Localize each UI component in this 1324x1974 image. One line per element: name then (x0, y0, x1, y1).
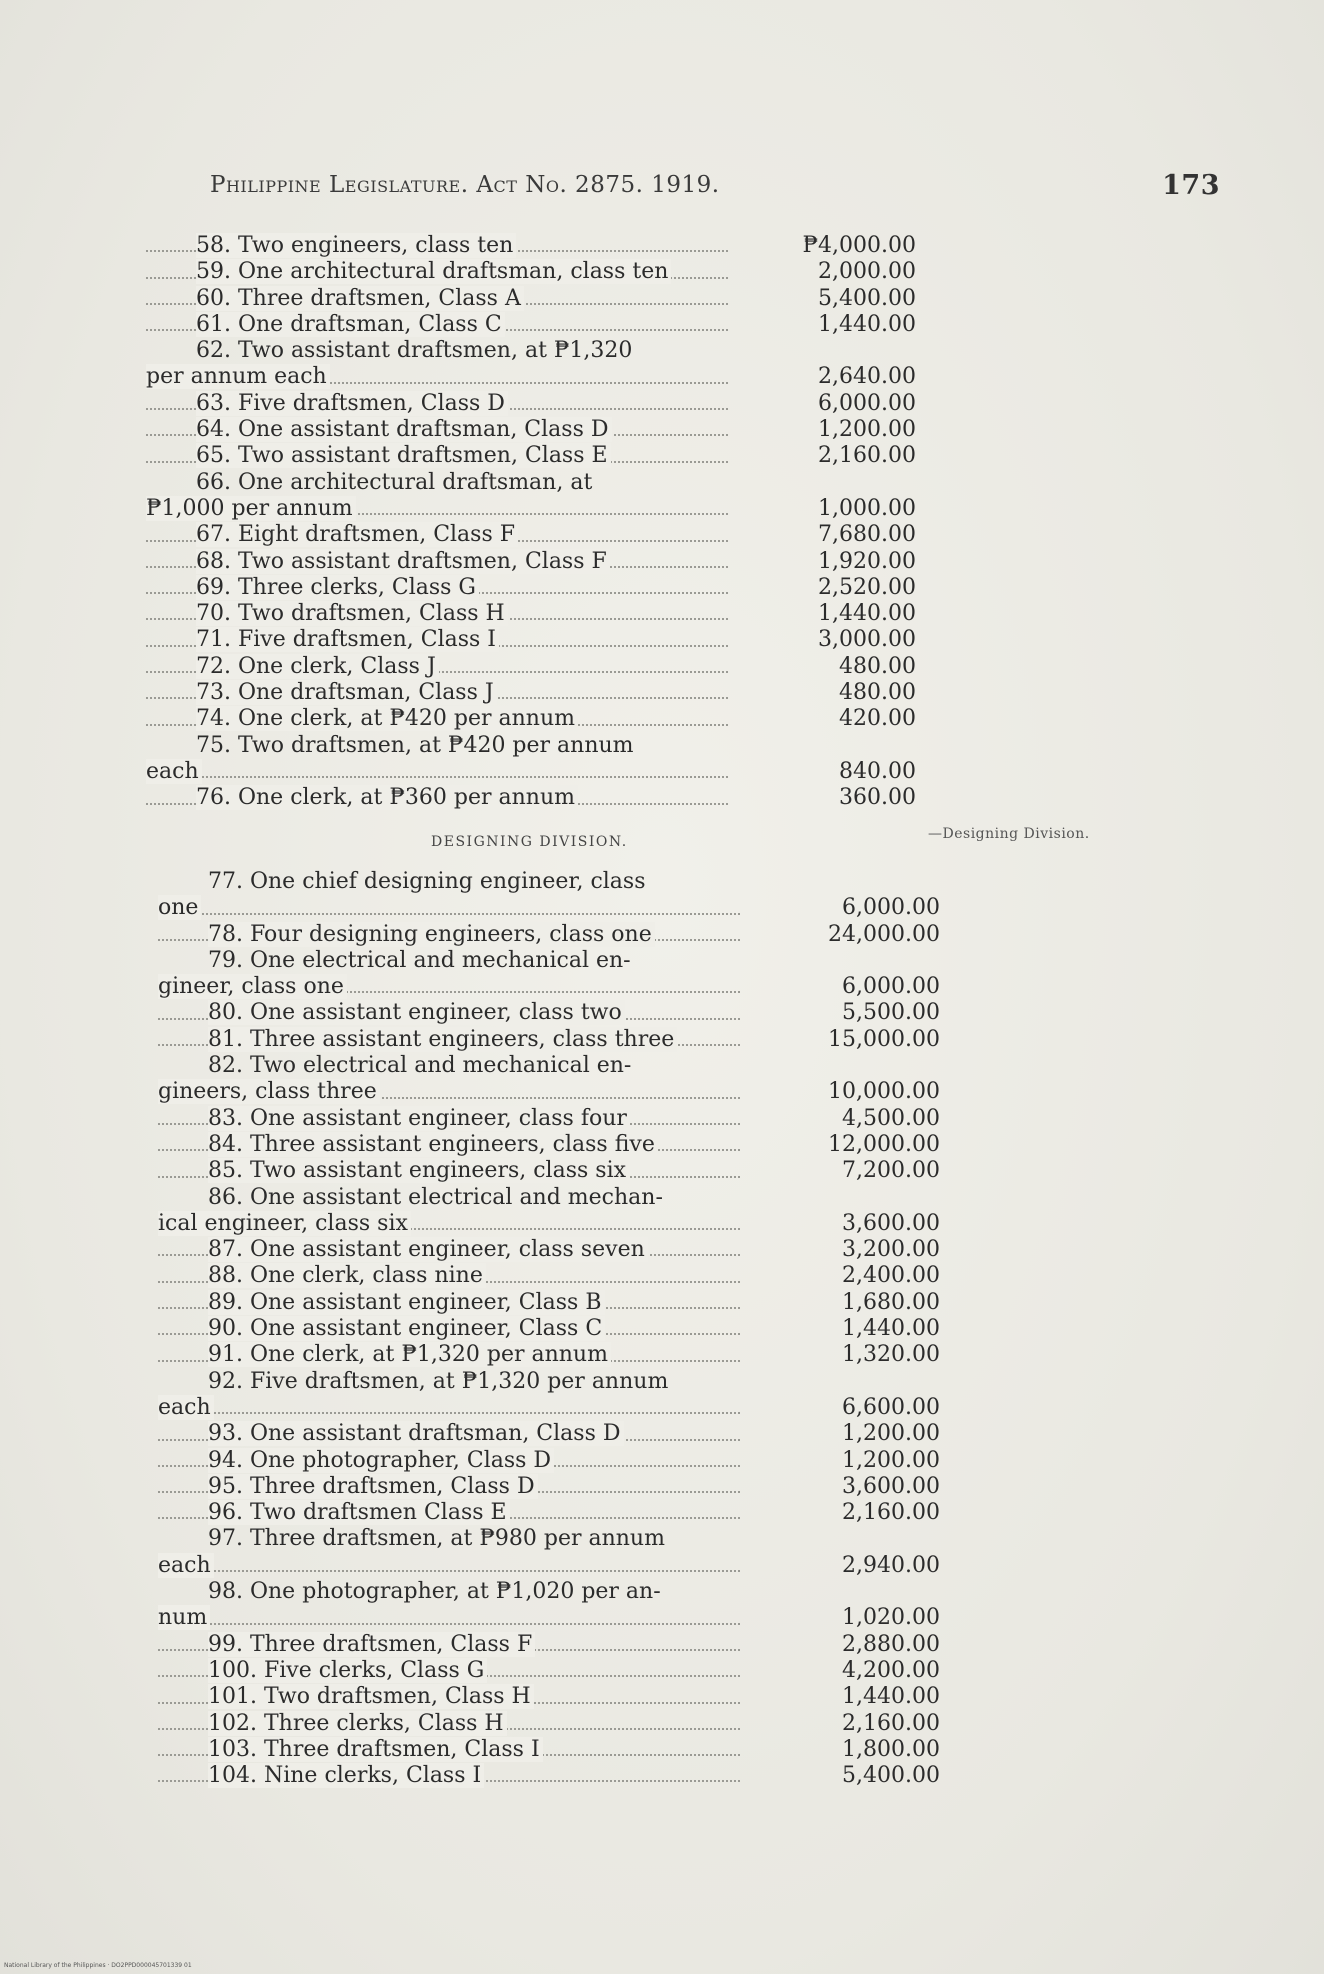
line-item (158, 1369, 940, 1395)
line-item-amount: 6,000.00 (842, 895, 940, 921)
line-item-text: num (158, 1605, 210, 1630)
line-item-description (146, 759, 734, 785)
line-item-text: ical engineer, class six (158, 1211, 411, 1236)
line-item (158, 974, 940, 1000)
line-item-text: 84. Three assistant engineers, class five (208, 1132, 658, 1157)
line-item-text: each (158, 1553, 214, 1578)
line-item-amount: 1,320.00 (842, 1342, 940, 1368)
line-item-text: 80. One assistant engineer, class two (208, 1000, 625, 1025)
line-item (158, 895, 940, 921)
line-item-text: 76. One clerk, at ₱360 per annum (196, 785, 578, 810)
line-item-amount: 3,600.00 (842, 1210, 940, 1236)
marginal-note: —Designing Division. (928, 826, 1090, 842)
line-item (146, 417, 916, 443)
line-item (158, 1079, 940, 1105)
line-item-amount: 5,400.00 (818, 285, 916, 311)
line-item (158, 1316, 940, 1342)
line-item-description (158, 1158, 746, 1184)
line-item-description (158, 1632, 746, 1658)
line-item (158, 1605, 940, 1631)
line-item (146, 680, 916, 706)
line-item-text: 77. One chief designing engineer, class (208, 869, 646, 894)
line-item (158, 1737, 940, 1763)
line-item-text: 100. Five clerks, Class G (208, 1658, 487, 1683)
line-item-text: 78. Four designing engineers, class one (208, 922, 655, 947)
line-item-text: 92. Five draftsmen, at ₱1,320 per annum (208, 1368, 669, 1394)
line-item (158, 1290, 940, 1316)
line-item-amount: 2,160.00 (842, 1500, 940, 1526)
line-item-description (146, 680, 734, 706)
line-item (146, 575, 916, 601)
line-item-amount: 1,020.00 (842, 1605, 940, 1631)
scan-footer: National Library of the Philippines · DO2PPD000045701339 01 (4, 1962, 192, 1969)
line-item-amount: 12,000.00 (828, 1131, 940, 1157)
line-item-description (146, 733, 734, 759)
line-item-text: 96. Two draftsmen Class E (208, 1500, 510, 1525)
line-item (158, 1579, 940, 1605)
line-item (158, 922, 940, 948)
line-item-amount: 1,920.00 (818, 548, 916, 574)
line-item (158, 1185, 940, 1211)
line-item-description (158, 1106, 746, 1132)
line-item-description (158, 1763, 746, 1789)
section-heading: DESIGNING DIVISION. (431, 834, 628, 850)
line-item-description (158, 1448, 746, 1474)
line-item-amount: 1,200.00 (842, 1421, 940, 1447)
line-item-amount: 1,000.00 (818, 495, 916, 521)
line-item-description (158, 1369, 746, 1395)
line-item-text: 69. Three clerks, Class G (196, 575, 479, 600)
line-item-description (158, 1474, 746, 1500)
line-item-text: 89. One assistant engineer, Class B (208, 1290, 605, 1315)
line-item (158, 1211, 940, 1237)
line-item-text: 65. Two assistant draftsmen, Class E (196, 443, 611, 468)
line-item-text: 62. Two assistant draftsmen, at ₱1,320 (196, 338, 633, 364)
line-item (146, 259, 916, 285)
line-item-amount: 420.00 (839, 706, 916, 732)
line-item-description (158, 1526, 746, 1552)
line-item-description (158, 1658, 746, 1684)
line-item-text: each (158, 1395, 214, 1420)
line-item (158, 1237, 940, 1263)
line-item-amount: 1,440.00 (818, 311, 916, 337)
line-item (146, 785, 916, 811)
line-item-amount: 2,160.00 (818, 443, 916, 469)
line-item-text: 93. One assistant draftsman, Class D (208, 1421, 624, 1446)
line-item-description (146, 443, 734, 469)
line-item-amount: 480.00 (839, 680, 916, 706)
line-item-amount: 2,640.00 (818, 364, 916, 390)
line-item (158, 1526, 940, 1552)
line-item-amount: 6,000.00 (818, 390, 916, 416)
line-item-description (158, 948, 746, 974)
line-item-text: one (158, 895, 201, 920)
line-item-description (158, 1395, 746, 1421)
line-item-description (146, 601, 734, 627)
line-item-text: 75. Two draftsmen, at ₱420 per annum (196, 732, 634, 758)
line-item-text: 99. Three draftsmen, Class F (208, 1632, 535, 1657)
line-item-amount: 360.00 (839, 785, 916, 811)
line-item-text: 98. One photographer, at ₱1,020 per an- (208, 1579, 661, 1605)
line-item-amount: 1,440.00 (818, 601, 916, 627)
appropriation-list-bottom (158, 869, 940, 1789)
line-item-description (158, 1027, 746, 1053)
line-item-description (158, 1079, 746, 1105)
line-item (146, 733, 916, 759)
line-item-amount: 5,500.00 (842, 1000, 940, 1026)
line-item (146, 549, 916, 575)
line-item-text: per annum each (146, 364, 330, 389)
line-item-text: 97. Three draftsmen, at ₱980 per annum (208, 1526, 665, 1552)
line-item (158, 1027, 940, 1053)
line-item-description (158, 1737, 746, 1763)
line-item-amount: 2,520.00 (818, 574, 916, 600)
line-item-description (146, 259, 734, 285)
line-item (158, 1395, 940, 1421)
line-item (146, 601, 916, 627)
line-item-text: 64. One assistant draftsman, Class D (196, 417, 612, 442)
line-item-text: 81. Three assistant engineers, class three (208, 1027, 677, 1052)
line-item (146, 338, 916, 364)
line-item-text: 90. One assistant engineer, Class C (208, 1316, 605, 1341)
line-item-text: gineers, class three (158, 1079, 380, 1104)
line-item-amount: 1,680.00 (842, 1289, 940, 1315)
line-item-amount: 4,500.00 (842, 1105, 940, 1131)
line-item-amount: 5,400.00 (842, 1763, 940, 1789)
line-item-amount: 6,000.00 (842, 974, 940, 1000)
line-item-description (158, 1132, 746, 1158)
line-item (158, 1658, 940, 1684)
line-item-text: gineer, class one (158, 974, 347, 999)
line-item-amount: 1,200.00 (818, 417, 916, 443)
line-item-amount: 1,800.00 (842, 1736, 940, 1762)
line-item-description (158, 1053, 746, 1079)
line-item-description (146, 549, 734, 575)
line-item-amount: 7,680.00 (818, 522, 916, 548)
line-item-description (158, 1579, 746, 1605)
line-item (158, 1474, 940, 1500)
line-item-description (158, 1263, 746, 1289)
line-item-description (158, 974, 746, 1000)
line-item-description (158, 1000, 746, 1026)
line-item-text: 94. One photographer, Class D (208, 1448, 554, 1473)
line-item-description (158, 1711, 746, 1737)
line-item (158, 1158, 940, 1184)
running-title: Philippine Legislature. Act No. 2875. 1919. (210, 172, 720, 198)
line-item-text: 79. One electrical and mechanical en- (208, 947, 631, 973)
line-item (146, 470, 916, 496)
line-item-description (146, 627, 734, 653)
line-item-description (146, 286, 734, 312)
line-item (158, 1421, 940, 1447)
line-item-text: 66. One architectural draftsman, at (196, 469, 593, 495)
line-item (146, 233, 916, 259)
line-item-description (158, 869, 746, 895)
line-item (158, 1342, 940, 1368)
line-item-description (158, 1185, 746, 1211)
line-item-amount: 10,000.00 (828, 1079, 940, 1105)
line-item-text: 73. One draftsman, Class J (196, 680, 497, 705)
line-item-description (146, 706, 734, 732)
line-item-description (158, 1342, 746, 1368)
line-item-text: 71. Five draftsmen, Class I (196, 627, 499, 652)
line-item-text: 68. Two assistant draftsmen, Class F (196, 549, 610, 574)
line-item-description (158, 922, 746, 948)
line-item-description (146, 654, 734, 680)
line-item-text: 83. One assistant engineer, class four (208, 1106, 630, 1131)
line-item-description (146, 496, 734, 522)
line-item-text: 82. Two electrical and mechanical en- (208, 1053, 632, 1079)
line-item (158, 1132, 940, 1158)
line-item-text: 95. Three draftsmen, Class D (208, 1474, 538, 1499)
line-item (158, 1553, 940, 1579)
line-item-amount: 480.00 (839, 653, 916, 679)
line-item (146, 627, 916, 653)
line-item-text: each (146, 759, 202, 784)
line-item-amount: 1,440.00 (842, 1316, 940, 1342)
line-item (146, 759, 916, 785)
line-item (146, 443, 916, 469)
line-item-description (158, 1211, 746, 1237)
line-item (146, 706, 916, 732)
line-item-amount: 4,200.00 (842, 1657, 940, 1683)
line-item-amount: 15,000.00 (828, 1026, 940, 1052)
line-item-amount: 3,200.00 (842, 1237, 940, 1263)
line-item-description (146, 364, 734, 390)
line-item-text: 88. One clerk, class nine (208, 1263, 486, 1288)
line-item-description (158, 895, 746, 921)
line-item-text: 60. Three draftsmen, Class A (196, 286, 524, 311)
line-item-text: 101. Two draftsmen, Class H (208, 1684, 534, 1709)
line-item-text: 91. One clerk, at ₱1,320 per annum (208, 1342, 611, 1367)
line-item-amount: 3,000.00 (818, 627, 916, 653)
page-header (210, 172, 1220, 206)
line-item-text: 87. One assistant engineer, class seven (208, 1237, 648, 1262)
line-item-text: 67. Eight draftsmen, Class F (196, 522, 518, 547)
line-item-text: 58. Two engineers, class ten (196, 233, 516, 258)
line-item-description (158, 1684, 746, 1710)
line-item-text: 74. One clerk, at ₱420 per annum (196, 706, 578, 731)
line-item-description (146, 470, 734, 496)
line-item-amount: 3,600.00 (842, 1473, 940, 1499)
line-item-description (146, 233, 734, 259)
line-item-description (146, 312, 734, 338)
line-item-text: 70. Two draftsmen, Class H (196, 601, 508, 626)
line-item-description (158, 1316, 746, 1342)
line-item (158, 1106, 940, 1132)
line-item-text: 102. Three clerks, Class H (208, 1711, 507, 1736)
line-item-description (158, 1237, 746, 1263)
line-item-text: 85. Two assistant engineers, class six (208, 1158, 629, 1183)
appropriation-list-top (146, 233, 916, 812)
line-item-description (146, 391, 734, 417)
line-item (146, 496, 916, 522)
line-item (146, 312, 916, 338)
page-number: 173 (1162, 170, 1220, 201)
line-item-description (158, 1605, 746, 1631)
line-item-text: 63. Five draftsmen, Class D (196, 391, 508, 416)
line-item-text: 61. One draftsman, Class C (196, 312, 505, 337)
line-item-amount: 840.00 (839, 758, 916, 784)
line-item-amount: 2,880.00 (842, 1631, 940, 1657)
line-item (158, 1763, 940, 1789)
line-item-amount: 2,940.00 (842, 1552, 940, 1578)
line-item-description (146, 575, 734, 601)
line-item (146, 391, 916, 417)
line-item-text: 72. One clerk, Class J (196, 654, 439, 679)
line-item-text: 86. One assistant electrical and mechan- (208, 1184, 663, 1210)
line-item (146, 522, 916, 548)
line-item-amount: 2,400.00 (842, 1263, 940, 1289)
line-item (158, 1632, 940, 1658)
line-item (158, 1684, 940, 1710)
line-item (158, 1263, 940, 1289)
line-item-amount: 2,160.00 (842, 1710, 940, 1736)
line-item-description (158, 1500, 746, 1526)
line-item-amount: 2,000.00 (818, 259, 916, 285)
line-item-description (158, 1553, 746, 1579)
line-item (158, 1500, 940, 1526)
line-item-amount: ₱4,000.00 (802, 233, 916, 258)
line-item-amount: 1,440.00 (842, 1684, 940, 1710)
line-item-text: 59. One architectural draftsman, class ten (196, 259, 671, 284)
line-item-amount: 6,600.00 (842, 1394, 940, 1420)
line-item (158, 1448, 940, 1474)
line-item (158, 948, 940, 974)
line-item-description (146, 785, 734, 811)
line-item-text: ₱1,000 per annum (146, 496, 356, 521)
line-item-text: 103. Three draftsmen, Class I (208, 1737, 543, 1762)
line-item (146, 364, 916, 390)
line-item-description (158, 1290, 746, 1316)
line-item-description (146, 417, 734, 443)
line-item (158, 1053, 940, 1079)
line-item-description (146, 338, 734, 364)
line-item (158, 869, 940, 895)
line-item (158, 1711, 940, 1737)
line-item-description (158, 1421, 746, 1447)
line-item-amount: 24,000.00 (828, 921, 940, 947)
line-item-description (146, 522, 734, 548)
line-item-text: 104. Nine clerks, Class I (208, 1763, 484, 1788)
line-item-amount: 7,200.00 (842, 1158, 940, 1184)
line-item-amount: 1,200.00 (842, 1447, 940, 1473)
line-item (146, 286, 916, 312)
line-item (158, 1000, 940, 1026)
line-item (146, 654, 916, 680)
